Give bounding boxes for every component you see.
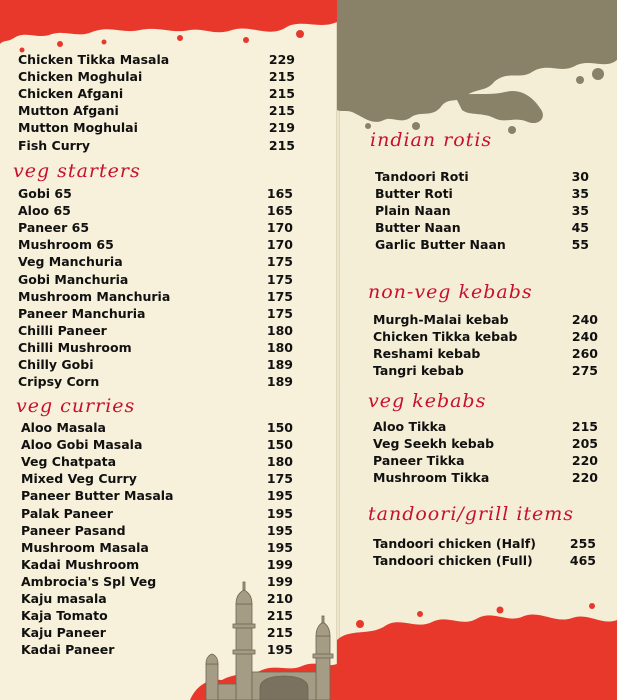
menu-item-price: 210 <box>266 591 293 606</box>
menu-item-price: 195 <box>266 539 293 555</box>
menu-item-name: Tangri kebab <box>373 363 464 379</box>
menu-item-name: Butter Roti <box>375 186 453 202</box>
menu-item-price: 219 <box>268 120 295 136</box>
menu-item-name: Chicken Moghulai <box>18 69 143 85</box>
menu-item-name: Fish Curry <box>18 137 91 153</box>
menu-item-price: 195 <box>266 505 293 521</box>
menu-item-name: Veg Seekh kebab <box>373 436 495 452</box>
menu-item-price: 240 <box>571 329 598 345</box>
menu-item-name: Reshami kebab <box>373 346 481 362</box>
menu-item-price: 195 <box>266 488 293 504</box>
menu-item-price: 175 <box>266 288 293 304</box>
menu-item-name: Aloo Tikka <box>373 419 447 434</box>
menu-item-name: Cripsy Corn <box>18 374 100 390</box>
menu-item-name: Palak Paneer <box>21 505 113 521</box>
menu-item-name: Mutton Afgani <box>18 103 119 119</box>
section-title-indian-rotis: indian rotis <box>370 129 493 151</box>
menu-item-price: 175 <box>266 271 293 287</box>
menu-item-price: 215 <box>268 103 295 119</box>
menu-item-price: 55 <box>571 237 589 253</box>
menu-item-price: 45 <box>571 220 589 236</box>
menu-item-name: Chilli Paneer <box>18 322 107 338</box>
menu-item-name: Paneer Butter Masala <box>21 488 174 504</box>
menu-item-price: 275 <box>571 363 598 379</box>
menu-item-price: 215 <box>268 137 295 153</box>
menu-item-name: Paneer Tikka <box>373 453 465 469</box>
menu-item-name: Veg Manchuria <box>18 254 123 270</box>
red-splash-bottom-icon <box>337 603 617 700</box>
menu-item-price: 170 <box>266 220 293 236</box>
menu-item-price: 189 <box>266 357 293 372</box>
menu-item-name: Chicken Afgani <box>18 86 124 102</box>
menu-item-name: Mixed Veg Curry <box>21 471 137 487</box>
menu-item-price: 30 <box>571 169 589 184</box>
menu-item-name: Mushroom Tikka <box>373 470 490 486</box>
menu-item-price: 199 <box>266 556 293 572</box>
menu-item-price: 180 <box>266 339 293 355</box>
menu-item-price: 215 <box>268 86 295 102</box>
menu-item-name: Mutton Moghulai <box>18 120 138 136</box>
menu-item-price: 260 <box>571 346 598 362</box>
menu-item-price: 180 <box>266 454 293 470</box>
menu-item-price: 35 <box>571 186 589 202</box>
menu-item-name: Aloo Masala <box>21 420 106 435</box>
section-title-veg-kebabs: veg kebabs <box>368 390 487 412</box>
menu-item-price: 175 <box>266 254 293 270</box>
menu-item-name: Garlic Butter Naan <box>375 237 506 253</box>
menu-item-name: Butter Naan <box>375 220 461 236</box>
menu-item-name: Chilli Mushroom <box>18 339 132 355</box>
menu-item-price: 195 <box>266 642 293 658</box>
menu-item-name: Murgh-Malai kebab <box>373 312 509 327</box>
section-title-veg-starters: veg starters <box>13 160 141 182</box>
menu-item-name: Mushroom Masala <box>21 539 149 555</box>
section-title-nonveg-kebabs: non-veg kebabs <box>368 281 533 303</box>
section-title-veg-curries: veg curries <box>16 395 136 417</box>
menu-item-price: 180 <box>266 322 293 338</box>
menu-item-name: Chicken Tikka kebab <box>373 329 518 345</box>
menu-item-name: Tandoori chicken (Full) <box>373 553 533 569</box>
menu-item-price: 175 <box>266 305 293 321</box>
menu-item-name: Aloo 65 <box>18 203 71 219</box>
menu-item-name: Gobi 65 <box>18 186 72 201</box>
menu-item-price: 165 <box>266 203 293 219</box>
section-title-tandoori-grill: tandoori/grill items <box>368 503 575 525</box>
red-splash-top-icon <box>0 0 337 53</box>
menu-item-name: Kadai Mushroom <box>21 556 140 572</box>
menu-item-name: Paneer Pasand <box>21 522 126 538</box>
menu-item-price: 189 <box>266 374 293 390</box>
menu-item-price: 205 <box>571 436 598 452</box>
menu-item-name: Plain Naan <box>375 203 451 219</box>
menu-item-price: 195 <box>266 522 293 538</box>
menu-item-price: 150 <box>266 437 293 453</box>
menu-item-price: 465 <box>569 553 596 569</box>
menu-item-name: Paneer Manchuria <box>18 305 146 321</box>
menu-item-name: Kadai Paneer <box>21 642 115 658</box>
menu-item-name: Kaju masala <box>21 591 107 606</box>
tree-foliage-icon <box>337 0 617 134</box>
menu-item-name: Mushroom Manchuria <box>18 288 171 304</box>
menu-item-price: 215 <box>571 419 598 434</box>
menu-item-name: Ambrocia's Spl Veg <box>21 573 157 589</box>
menu-item-price: 240 <box>571 312 598 327</box>
menu-item-price: 175 <box>266 471 293 487</box>
menu-item-name: Mushroom 65 <box>18 237 114 253</box>
menu-item-price: 220 <box>571 470 598 486</box>
menu-item-name: Chicken Tikka Masala <box>18 52 170 67</box>
menu-item-name: Kaju Paneer <box>21 625 106 641</box>
menu-item-price: 255 <box>569 536 596 551</box>
menu-item-price: 170 <box>266 237 293 253</box>
menu-item-name: Chilly Gobi <box>18 357 94 372</box>
menu-item-price: 199 <box>266 573 293 589</box>
menu-item-price: 165 <box>266 186 293 201</box>
menu-item-name: Tandoori Roti <box>375 169 469 184</box>
menu-item-name: Kaja Tomato <box>21 608 108 624</box>
menu-item-price: 220 <box>571 453 598 469</box>
menu-item-price: 35 <box>571 203 589 219</box>
menu-item-name: Gobi Manchuria <box>18 271 129 287</box>
menu-item-name: Paneer 65 <box>18 220 90 236</box>
menu-item-name: Veg Chatpata <box>21 454 117 470</box>
menu-item-price: 215 <box>266 625 293 641</box>
menu-item-price: 150 <box>266 420 293 435</box>
menu-item-price: 215 <box>268 69 295 85</box>
menu-item-price: 215 <box>266 608 293 624</box>
menu-item-name: Aloo Gobi Masala <box>21 437 143 453</box>
menu-item-name: Tandoori chicken (Half) <box>373 536 536 551</box>
menu-item-price: 229 <box>268 52 295 67</box>
